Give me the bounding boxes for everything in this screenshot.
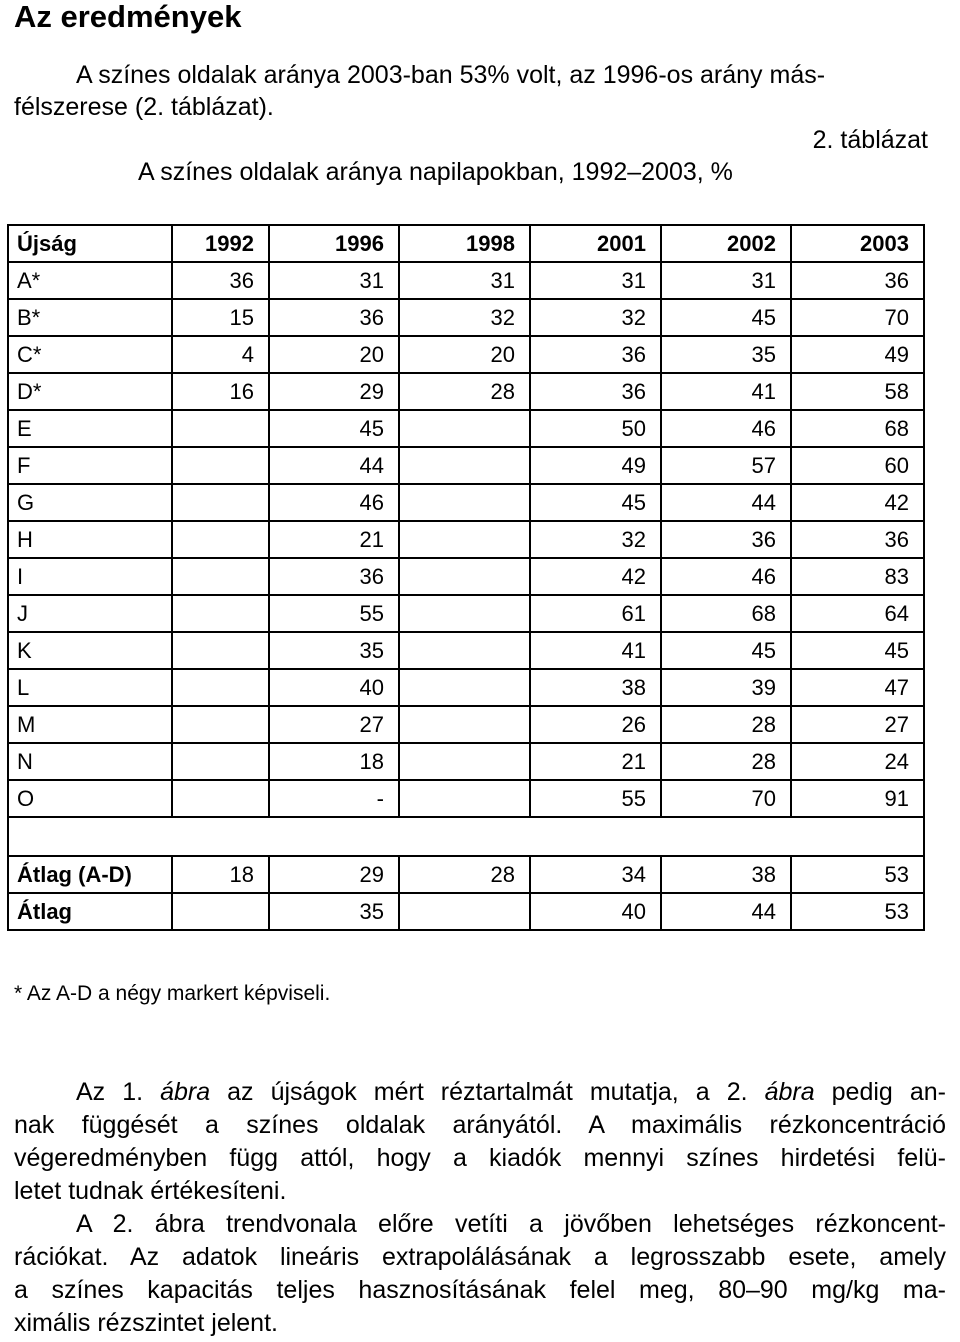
value-cell: 38 — [661, 856, 791, 893]
value-cell: 21 — [269, 521, 399, 558]
row-label-cell: K — [8, 632, 172, 669]
value-cell: 32 — [530, 521, 661, 558]
value-cell — [172, 780, 269, 817]
value-cell: 28 — [661, 706, 791, 743]
value-cell: 1996 — [269, 225, 399, 262]
table-row — [8, 893, 924, 930]
value-cell: 2002 — [661, 225, 791, 262]
value-cell: 34 — [530, 856, 661, 893]
value-cell: 31 — [399, 262, 530, 299]
value-cell: 47 — [791, 669, 924, 706]
value-cell: 44 — [661, 893, 791, 930]
row-label-cell: I — [8, 558, 172, 595]
row-label-cell: Átlag (A-D) — [8, 856, 172, 893]
table-footnote: * Az A-D a négy markert képviseli. — [14, 982, 331, 1005]
table-row — [8, 595, 924, 632]
value-cell: 31 — [530, 262, 661, 299]
value-cell: 32 — [530, 299, 661, 336]
value-cell — [399, 595, 530, 632]
value-cell: 55 — [269, 595, 399, 632]
value-cell: 18 — [172, 856, 269, 893]
value-cell: 2001 — [530, 225, 661, 262]
value-cell: 36 — [172, 262, 269, 299]
table-row — [8, 706, 924, 743]
value-cell: 46 — [661, 410, 791, 447]
value-cell: 38 — [530, 669, 661, 706]
value-cell: 57 — [661, 447, 791, 484]
value-cell: 2003 — [791, 225, 924, 262]
table-number: 2. táblázat — [812, 126, 928, 154]
value-cell — [172, 484, 269, 521]
value-cell: 64 — [791, 595, 924, 632]
value-cell: 29 — [269, 856, 399, 893]
body-text — [14, 1076, 946, 1340]
value-cell — [172, 521, 269, 558]
value-cell: 83 — [791, 558, 924, 595]
value-cell: 60 — [791, 447, 924, 484]
table-row — [8, 780, 924, 817]
intro-line: A színes oldalak aránya 2003-ban 53% volt, az 1996-os arány más- — [76, 61, 826, 89]
value-cell: 61 — [530, 595, 661, 632]
intro-line: félszerese (2. táblázat). — [14, 93, 274, 121]
value-cell: 20 — [269, 336, 399, 373]
value-cell: 35 — [269, 632, 399, 669]
value-cell: 29 — [269, 373, 399, 410]
row-label-cell: F — [8, 447, 172, 484]
table-row — [8, 225, 924, 262]
value-cell: 45 — [269, 410, 399, 447]
value-cell: 49 — [530, 447, 661, 484]
row-label-cell: H — [8, 521, 172, 558]
table-row — [8, 521, 924, 558]
table-row — [8, 262, 924, 299]
text-line — [14, 1076, 946, 1109]
value-cell: 46 — [269, 484, 399, 521]
value-cell: 45 — [661, 299, 791, 336]
row-label-cell: C* — [8, 336, 172, 373]
value-cell — [399, 632, 530, 669]
row-label-cell: Újság — [8, 225, 172, 262]
row-label-cell: B* — [8, 299, 172, 336]
value-cell: 15 — [172, 299, 269, 336]
value-cell — [399, 410, 530, 447]
paragraph-2 — [14, 1208, 946, 1340]
value-cell: 35 — [269, 893, 399, 930]
value-cell — [399, 743, 530, 780]
value-cell: 46 — [661, 558, 791, 595]
value-cell: 1998 — [399, 225, 530, 262]
intro-paragraph — [14, 59, 946, 123]
value-cell — [399, 706, 530, 743]
value-cell: 40 — [269, 669, 399, 706]
paragraph-1 — [14, 1076, 946, 1208]
value-cell: 20 — [399, 336, 530, 373]
table-row — [8, 856, 924, 893]
value-cell: 41 — [661, 373, 791, 410]
text-line: a színes kapacitás teljes hasznosításának felel meg, 80–90 mg/kg ma- — [14, 1276, 946, 1304]
text-line: ximális rézszintet jelent. — [14, 1309, 278, 1337]
value-cell: 40 — [530, 893, 661, 930]
value-cell: 28 — [399, 373, 530, 410]
value-cell — [172, 706, 269, 743]
table-row — [8, 632, 924, 669]
text-line: végeredményben függ attól, hogy a kiadók mennyi színes hirdetési felü- — [14, 1144, 946, 1172]
table-row — [8, 299, 924, 336]
text-line: A 2. ábra trendvonala előre vetíti a jövőben lehetséges rézkoncent- — [76, 1210, 946, 1238]
table-row — [8, 447, 924, 484]
text-line: rációkat. Az adatok lineáris extrapolálásának a legrosszabb esete, amely — [14, 1243, 946, 1271]
table-row — [8, 743, 924, 780]
row-label-cell: Átlag — [8, 893, 172, 930]
value-cell — [172, 410, 269, 447]
value-cell: 41 — [530, 632, 661, 669]
value-cell — [172, 632, 269, 669]
value-cell: 31 — [661, 262, 791, 299]
table-separator-row — [8, 817, 924, 856]
value-cell: 28 — [661, 743, 791, 780]
row-label-cell: J — [8, 595, 172, 632]
row-label-cell: A* — [8, 262, 172, 299]
value-cell: 18 — [269, 743, 399, 780]
text-line: letet tudnak értékesíteni. — [14, 1177, 287, 1205]
value-cell: 58 — [791, 373, 924, 410]
value-cell: 45 — [530, 484, 661, 521]
empty-cell — [8, 817, 924, 856]
value-cell: 32 — [399, 299, 530, 336]
value-cell: 50 — [530, 410, 661, 447]
value-cell — [399, 521, 530, 558]
value-cell: 39 — [661, 669, 791, 706]
value-cell — [399, 558, 530, 595]
value-cell: 44 — [661, 484, 791, 521]
value-cell — [172, 893, 269, 930]
row-label-cell: D* — [8, 373, 172, 410]
value-cell: 45 — [661, 632, 791, 669]
value-cell: 28 — [399, 856, 530, 893]
value-cell: 36 — [661, 521, 791, 558]
value-cell: 36 — [530, 336, 661, 373]
value-cell: 27 — [791, 706, 924, 743]
value-cell: 70 — [661, 780, 791, 817]
value-cell: 36 — [530, 373, 661, 410]
value-cell: 31 — [269, 262, 399, 299]
value-cell: - — [269, 780, 399, 817]
row-label-cell: L — [8, 669, 172, 706]
italic-run: ábra — [160, 1078, 211, 1106]
value-cell: 36 — [791, 262, 924, 299]
table-row — [8, 410, 924, 447]
value-cell: 45 — [791, 632, 924, 669]
table-row — [8, 484, 924, 521]
value-cell: 1992 — [172, 225, 269, 262]
row-label-cell: E — [8, 410, 172, 447]
value-cell: 26 — [530, 706, 661, 743]
table-title: A színes oldalak aránya napilapokban, 1992–2003, % — [138, 158, 733, 186]
row-label-cell: G — [8, 484, 172, 521]
table-row — [8, 558, 924, 595]
value-cell: 4 — [172, 336, 269, 373]
section-heading: Az eredmények — [14, 0, 242, 34]
table-row — [8, 336, 924, 373]
value-cell: 53 — [791, 856, 924, 893]
value-cell — [172, 447, 269, 484]
text-run: az újságok mért réztartalmát mutatja, a 2. — [210, 1078, 765, 1106]
value-cell — [399, 484, 530, 521]
value-cell: 91 — [791, 780, 924, 817]
value-cell: 27 — [269, 706, 399, 743]
value-cell — [172, 595, 269, 632]
value-cell: 68 — [791, 410, 924, 447]
row-label-cell: N — [8, 743, 172, 780]
table-row — [8, 373, 924, 410]
value-cell: 70 — [791, 299, 924, 336]
value-cell: 49 — [791, 336, 924, 373]
value-cell: 53 — [791, 893, 924, 930]
value-cell: 42 — [530, 558, 661, 595]
value-cell: 55 — [530, 780, 661, 817]
data-table — [7, 224, 925, 931]
value-cell: 36 — [791, 521, 924, 558]
value-cell — [172, 558, 269, 595]
value-cell — [399, 669, 530, 706]
value-cell: 24 — [791, 743, 924, 780]
value-cell: 36 — [269, 299, 399, 336]
text-line: nak függését a színes oldalak arányától. A maximális rézkoncentráció — [14, 1111, 946, 1139]
value-cell: 35 — [661, 336, 791, 373]
value-cell: 68 — [661, 595, 791, 632]
value-cell: 44 — [269, 447, 399, 484]
value-cell: 16 — [172, 373, 269, 410]
value-cell — [399, 447, 530, 484]
row-label-cell: O — [8, 780, 172, 817]
value-cell: 36 — [269, 558, 399, 595]
value-cell: 21 — [530, 743, 661, 780]
value-cell: 42 — [791, 484, 924, 521]
text-run: Az 1. — [76, 1078, 161, 1106]
row-label-cell: M — [8, 706, 172, 743]
text-run: pedig an- — [814, 1078, 946, 1106]
value-cell — [172, 743, 269, 780]
italic-run: ábra — [764, 1078, 815, 1106]
table-row — [8, 669, 924, 706]
value-cell — [172, 669, 269, 706]
value-cell — [399, 893, 530, 930]
value-cell — [399, 780, 530, 817]
